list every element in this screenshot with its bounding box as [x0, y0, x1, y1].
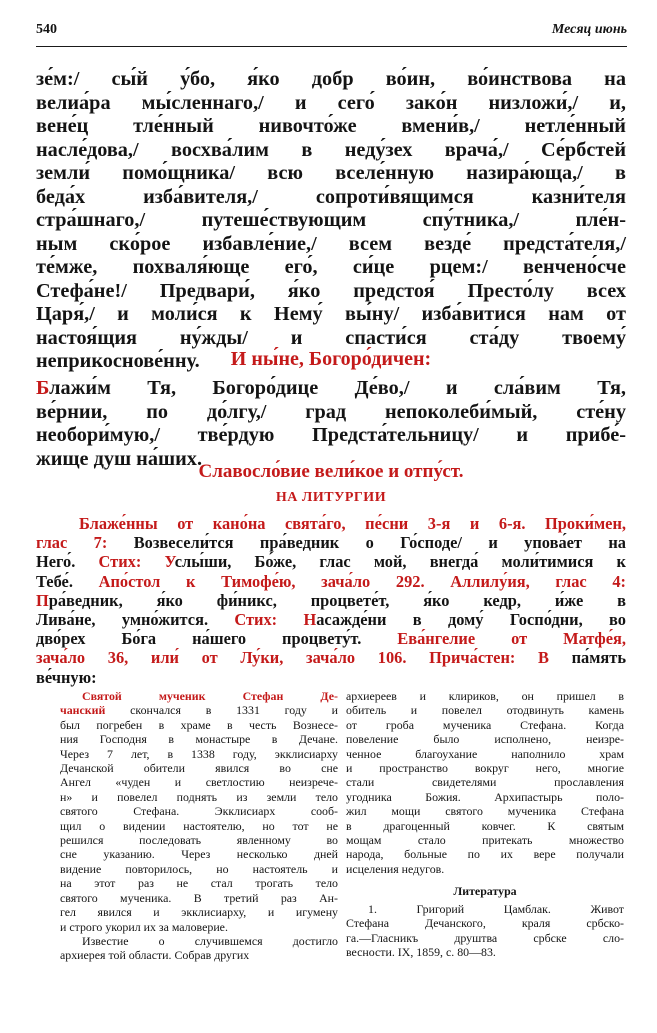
life-line: исцеления недугов.: [346, 861, 445, 876]
liturgy-line: Него́. Стих: Услы́ши, Бо́же, глас мой, внегда́ моли́тимися к: [36, 552, 626, 572]
stanza-line: стра́шнаго,/ путеше́ствующим спу́тника,/ пле́н-: [36, 209, 626, 231]
theotokion-text: [36, 377, 626, 471]
stanza-line: беда́х изба́вителя,/ сопроти́вящимся казни́теля: [36, 185, 626, 208]
life-line: на этот раз не стал трогать тело: [60, 876, 338, 891]
life-line: народа, больные по их вере получали: [346, 847, 624, 862]
liturgy-line: Блаже́нны от кано́на свята́го, пе́сни 3-я и 6-я. Проки́мен,: [79, 514, 626, 533]
page-number: 540: [36, 22, 57, 37]
life-line: святого мученика. В третий раз Ан-: [60, 890, 338, 905]
life-line: мощам стало притекать множество: [346, 833, 624, 848]
life-line: жил мощи святого мученика Стефана: [346, 804, 624, 819]
stanza-line: те́мже, похваля́юще его́, си́це рцем:/ венчено́сче: [36, 256, 626, 278]
life-line: сне указанию. Через несколько дней: [60, 847, 338, 862]
life-line: н» и повелел поднять из земли тело: [60, 789, 338, 804]
liturgy-line: глас 7: Возвесели́тся пра́ведник о Го́споде/ и упова́ет на: [36, 533, 626, 553]
life-line: угодника Божия. Архипастырь поло-: [346, 789, 624, 804]
stanza-text: [36, 68, 626, 374]
stanza-line: настоя́щия ну́жды/ и спасти́ся ста́ду твоему́: [36, 326, 626, 349]
life-line: от гроба мученика Стефана. Когда: [346, 717, 624, 732]
life-line: Святой мученик Стефан Де-: [82, 689, 338, 703]
life-line: и пространство вокруг него, многие: [346, 761, 624, 776]
stanza-line: зе́м:/ сы́й у́бо, я́ко добр во́ин, во́инствова на: [36, 68, 626, 90]
life-column-left: [60, 689, 338, 963]
theotokion-line: ве́рнии, по до́лгу,/ град непоколеби́мый, сте́ну: [36, 400, 626, 423]
literature-line: весности. IX, 1859, с. 80—83.: [346, 944, 496, 959]
life-line: повеление было исполнено, неизре-: [346, 732, 624, 747]
liturgy-line: дво́рех Бо́га на́шего процвету́т. Ева́нгелие от Матфе́я,: [36, 629, 626, 649]
literature-line: 1. Григорий Цамблак. Живот: [368, 901, 624, 916]
header-rule: [36, 46, 627, 47]
life-column-right: [346, 689, 624, 959]
theotokion-line: необори́мую,/ тве́рдую Предста́тельницу/ и прибе́-: [36, 424, 626, 446]
liturgy-line: ве́чную:: [36, 667, 97, 687]
stanza-line: земли́ помо́щника/ всю вселе́нную назира́юща,/ в: [36, 162, 626, 184]
life-line: архиерея той области. Собрав других: [60, 948, 250, 963]
life-line: видение повторилось, но настоятель и: [60, 861, 338, 876]
life-line: ченное благоухание наполнило храм: [346, 746, 624, 761]
life-line: обитель и повелел отодвинуть камень: [346, 703, 624, 718]
stanza-line: насле́дова,/ восхва́лим в неду́зех врача́,/ Се́рбстей: [36, 138, 626, 161]
life-line: стали свидетелями прославления: [346, 775, 624, 790]
life-line: ния Господня в монастыре в Дечане.: [60, 732, 338, 747]
stanza-line: вене́ц тле́нный нивочто́же вмени́в,/ нетле́нный: [36, 115, 626, 137]
life-line: архиереев и клириков, он пришел в: [346, 689, 624, 703]
stanza-line: Царя́,/ и моли́ся к Нему́ вы́ну/ изба́витися нам от: [36, 303, 626, 325]
life-line: гел явился и экклисиарху, и игумену: [60, 905, 338, 920]
life-line: щил о видении настоятелю, но тот не: [60, 818, 338, 833]
theotokion-line: жище душ на́ших.: [36, 447, 203, 470]
theotokion-heading: И ны́не, Богоро́дичен:: [230, 348, 432, 370]
liturgy-line: зача́ло 36, или́ от Лу́ки, зача́ло 106. Прича́стен: В па́мять: [36, 648, 626, 668]
literature-line: га.—Гласникъ друштва србске сло-: [346, 930, 624, 945]
page-header: [36, 20, 627, 44]
life-line: чанский скончался в 1331 году и: [60, 703, 338, 718]
stanza-line: неприкоснове́нну.: [36, 350, 200, 372]
stanza-line: Стефа́не!/ Предвари́, я́ко предстоя́ Престо́лу всех: [36, 279, 626, 302]
life-line: Ангел «чуден и светлостию неизрече-: [60, 775, 338, 790]
life-line: и строго укорил их за маловерие.: [60, 919, 228, 934]
life-line: Дечанской обители явился во сне: [60, 761, 338, 776]
life-line: Через 7 лет, в 1338 году, экклисиарху: [60, 746, 338, 761]
stanza-line: велиа́ра мы́сленнаго,/ и сего́ зако́н низложи́,/ и,: [36, 91, 626, 114]
running-title: Месяц июнь: [551, 22, 627, 37]
liturgy-line: Пра́ведник, я́ко фи́никс, процвете́т, я́ко кедр, и́же в: [36, 590, 626, 610]
liturgy-line: Лива́не, умно́жится. Стих: Насажде́ни в дому́ Госпо́дни, во: [36, 610, 626, 630]
doxology-heading: Славосло́вие вели́кое и отпу́ст.: [198, 461, 464, 482]
theotokion-line: Блажи́м Тя, Богоро́дице Де́во,/ и сла́вим Тя,: [36, 377, 626, 399]
literature-line: Стефана Дечанского, краля србско-: [346, 916, 624, 931]
liturgy-text: [36, 514, 626, 687]
life-line: в драгоценный ковчег. К святым: [346, 818, 624, 833]
life-line: святого Стефана. Экклисиарх сооб-: [60, 804, 338, 819]
life-line: был погребен в храме в честь Вознесе-: [60, 717, 338, 732]
drop-cap: Б: [36, 377, 50, 399]
literature-heading: Литература: [453, 884, 517, 899]
life-line: решился последовать явленному во: [60, 833, 338, 848]
life-line: Известие о случившемся достигло: [82, 933, 338, 948]
liturgy-heading: НА ЛИТУРГИИ: [275, 490, 387, 505]
stanza-line: ным ско́рое избавле́ние,/ всем везде́ предста́теля,/: [36, 232, 626, 255]
liturgy-line: Тебе́. Апо́стол к Тимофе́ю, зача́ло 292. Аллилу́ия, глас 4:: [36, 571, 626, 591]
